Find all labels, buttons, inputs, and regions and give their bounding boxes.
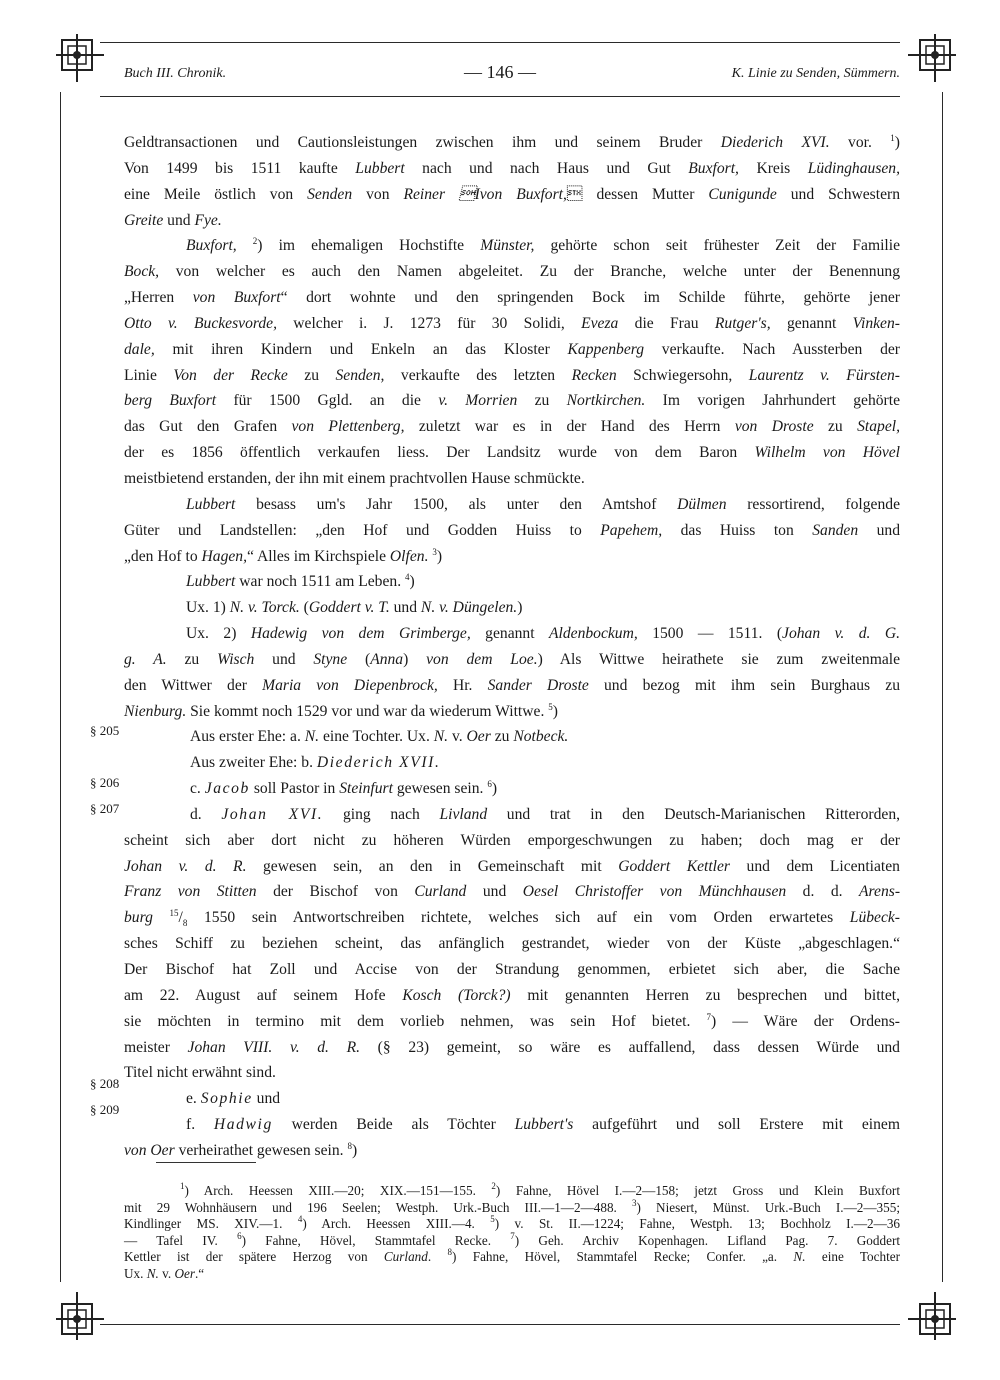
text-line: eine Meile östlich von Senden von Reiner Ivon Buxfort, dessen Mutter Cunigunde und Schwestern [124,185,900,203]
text-line: Geldtransactionen und Cautionsleistungen zwischen ihm und seinem Bruder Diederich XVI. vor. $^1$) [124,133,900,151]
text-line: Güter und Landstellen: „den Hof und Godden Huiss to Papehem, das Huiss ton Sanden und [124,521,900,539]
footnotes [124,1183,900,1283]
margin-note-209: § 209 [90,1102,120,1117]
text-line: g. A. zu Wisch und Styne (Anna) von dem Loe.) Als Wittwe heirathete sie zum zweitenmale [124,650,900,668]
text-line: burg $^{15}/_8$ 1550 sein Antwortschreiben richtete, welches sich auf ein vom Orden erwartetes Lübeck- [124,908,900,929]
text-line: f. Hadwig werden Beide als Töchter Lubbert's aufgeführt und soll Erstere mit einem [186,1116,900,1134]
text-line: der es 1856 öffentlich verkaufen liess. Der Landsitz wurde von dem Baron Wilhelm von Hövel [124,444,900,462]
frame-header-rule [100,96,900,97]
text-line: meister Johan VIII. v. d. R. (§ 23) gemeint, so wäre es auffallend, dass dessen Würde und [124,1038,900,1056]
text-line: Ux. 2) Hadewig von dem Grimberge, genannt Aldenbockum, 1500 — 1511. (Johan v. d. G. [186,625,900,643]
text-line: Ux. 1) N. v. Torck. (Goddert v. T. und N. v. Düngelen.) [186,599,523,617]
text-line: Lubbert war noch 1511 am Leben. $^4$) [186,572,415,591]
corner-ornament-bottom-left [54,1290,106,1342]
text-line: Buxfort, $^2$) im ehemaligen Hochstifte Münster, gehörte schon seit frühester Zeit der Familie [186,236,900,255]
text-line: Linie Von der Recke zu Senden, verkaufte des letzten Recken Schwiegersohn, Laurentz v. Fürsten- [124,366,901,384]
text-line: Titel nicht erwähnt sind. [124,1064,276,1082]
text-line: „Herren von Buxfort“ dort wohnte und den springenden Bock im Schilde führte, gehörte jener [124,289,900,307]
text-line: d. Johan XVI. ging nach Livland und trat in den Deutsch-Marianischen Ritterorden, [190,805,901,823]
text-line: Franz von Stitten der Bischof von Curland und Oesel Christoffer von Münchhausen d. d. Arens- [124,883,901,901]
margin-note-206: § 206 [90,775,120,790]
main-text [124,130,900,1164]
text-line: Nienburg. Sie kommt noch 1529 vor und war da wiederum Wittwe. $^5$) [124,701,558,720]
text-line: Aus erster Ehe: a. N. eine Tochter. Ux. N. v. Oer zu Notbeck. [190,728,569,746]
margin-note-208: § 208 [90,1076,120,1091]
text-line: berg Buxfort für 1500 Ggld. an die v. Morrien zu Nortkirchen. Im vorigen Jahrhundert gehörte [124,392,900,410]
corner-ornament-bottom-right [906,1290,958,1342]
margin-note-207: § 207 [90,801,120,816]
text-line: scheint sich aber dort nicht zu höheren Würden emporgeschwungen zu haben; doch mag er der [124,831,900,849]
frame-bottom-line [100,1324,900,1325]
text-line: „den Hof to Hagen,“ Alles im Kirchspiele Olfen. $^3$) [124,546,443,565]
text-line: c. Jacob soll Pastor in Steinfurt gewesen sein. $^6$) [190,779,498,798]
running-header-right: K. Linie zu Senden, Sümmern. [731,66,900,81]
text-line: am 22. August auf seinem Hofe Kosch (Torck?) mit genannten Herren zu besprechen und bittet, [124,986,901,1004]
text-line: Otto v. Buckesvorde, welcher i. J. 1273 für 30 Solidi, Eveza die Frau Rutger's, genannt Vinken- [124,314,900,332]
text-line: Der Bischof hat Zoll und Accise von der Strandung genommen, erbietet sich aber, die Sache [124,961,900,978]
text-line: e. Sophie und [186,1090,281,1108]
footnote-line: Ux. N. v. Oer.“ [124,1265,205,1281]
frame-left-line [60,92,61,1282]
footnote-line: mit 29 Wohnhäusern und 196 Seelen; Westph. Urk.-Buch III.—1—2—488. $^3$) Niesert, Münst. Urk.-Buch I.—2—355; [124,1197,901,1215]
text-line: meistbietend erstanden, der ihn mit einem prachtvollen Hause schmückte. [124,469,585,487]
footnote-line: $^1$) Arch. Heessen XIII.—20; XIX.—151—155. $^2$) Fahne, Hövel I.—2—158; jetzt Gross und Klein Buxfort [180,1181,900,1198]
text-line: Aus zweiter Ehe: b. Diederich XVII. [190,754,441,772]
text-line: Bock, von welcher es auch den Namen abgeleitet. Zu der Branche, welche unter der Benennung [124,263,900,281]
page-number: — 146 — [464,62,536,82]
frame-top-line [100,42,900,43]
text-line: Von 1499 bis 1511 kaufte Lubbert nach und nach Haus und Gut Buxfort, Kreis Lüdinghausen, [124,159,901,177]
text-line: von Oer verheirathet gewesen sein. $^8$) [124,1140,358,1159]
text-line: Greite und Fye. [124,211,222,229]
text-line: sches Schiff zu beziehen scheint, das anfänglich gestrandet, wieder von der Küste „abgeschlagen.“ [124,935,900,953]
text-line: das Gut den Grafen von Plettenberg, zuletzt war es in der Hand des Herrn von Droste zu Stapel, [124,418,901,436]
frame-right-line [942,92,943,1282]
margin-note-205: § 205 [90,723,120,738]
text-line: sie möchten in termino mit dem vorlieb nehmen, was sein Hof bietet. $^7$) — Wäre der Ordens- [124,1011,900,1030]
footnote-line: Kindlinger MS. XIV.—1. $^4$) Arch. Heessen XIII.—4. $^5$) v. St. II.—1224; Fahne, Westph. 13; Bochholz I.—2—36 [124,1214,901,1232]
text-line: Lubbert besass um's Jahr 1500, als unter den Amtshof Dülmen ressortirend, folgende [186,495,900,513]
text-line: Johan v. d. R. gewesen sein, an den in Gemeinschaft mit Goddert Kettler und dem Licentiaten [124,857,900,875]
footnote-line: Kettler ist der spätere Herzog von Curland. $^8$) Fahne, Hövel, Stammtafel Recke; Confer. „a. N. eine Tochter [124,1247,901,1265]
footnote-line: — Tafel IV. $^6$) Fahne, Hövel, Stammtafel Recke. $^7$) Geh. Archiv Kopenhagen. Lifland Pag. 7. Goddert [124,1230,900,1248]
text-line: dale, mit ihren Kindern und Enkeln an das Kloster Kappenberg verkaufte. Nach Aussterben der [124,340,900,358]
footnote-separator [156,1162,256,1163]
running-header-left: Buch III. Chronik. [124,66,227,81]
text-line: den Wittwer der Maria von Diepenbrock, Hr. Sander Droste und bezog mit ihm sein Burghaus zu [124,676,900,694]
